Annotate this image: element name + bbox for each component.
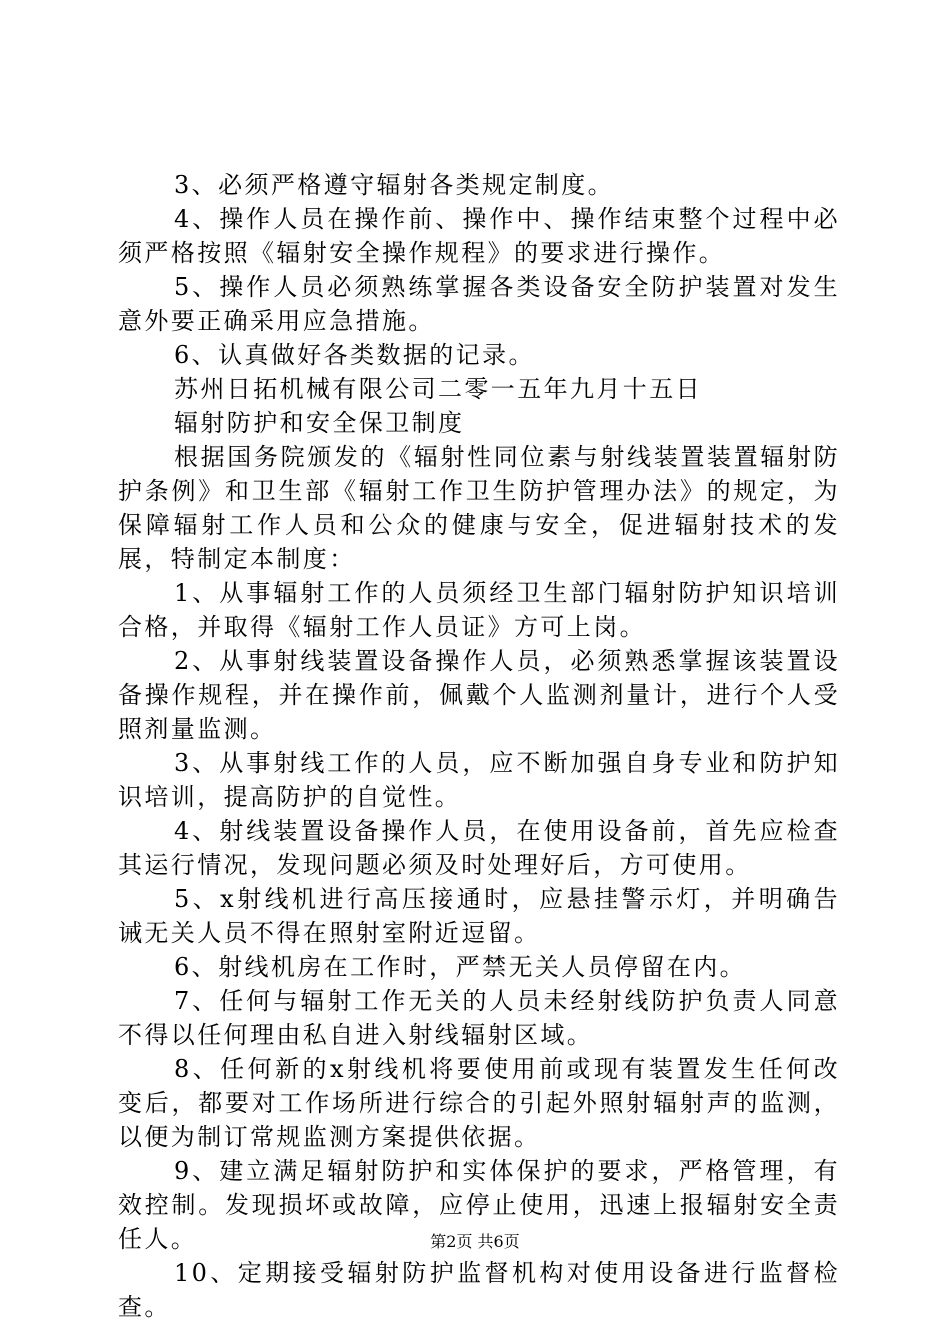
intro-paragraph: 根据国务院颁发的《辐射性同位素与射线装置装置辐射防护条例》和卫生部《辐射工作卫生防护管理办法》的规定，为保障辐射工作人员和公众的健康与安全，促进辐射技术的发展，特制定本制度： [118,443,840,573]
rule-10: 10、定期接受辐射防护监督机构对使用设备进行监督检查。 [118,1259,840,1321]
page-number-footer: 第2页 共6页 [430,1232,520,1251]
company-signature-date: 苏州日拓机械有限公司二零一五年九月十五日 [174,375,702,403]
rule-8: 8、任何新的x射线机将要使用前或现有装置发生任何改变后，都要对工作场所进行综合的引起外照射辐射声的监测，以便为制订常规监测方案提供依据。 [118,1055,840,1151]
section-title: 辐射防护和安全保卫制度 [174,409,465,437]
rule-4: 4、射线装置设备操作人员，在使用设备前，首先应检查其运行情况，发现问题必须及时处理好后，方可使用。 [118,817,840,879]
rule-9: 9、建立满足辐射防护和实体保护的要求，严格管理，有效控制。发现损坏或故障，应停止使用，迅速上报辐射安全责任人。 [118,1157,840,1253]
rule-6: 6、射线机房在工作时，严禁无关人员停留在内。 [174,953,747,981]
paragraph-4-operation: 4、操作人员在操作前、操作中、操作结束整个过程中必须严格按照《辐射安全操作规程》的要求进行操作。 [118,205,840,267]
rule-7: 7、任何与辐射工作无关的人员未经射线防护负责人同意不得以任何理由私自进入射线辐射区域。 [118,987,840,1049]
rule-3: 3、从事射线工作的人员，应不断加强自身专业和防护知识培训，提高防护的自觉性。 [118,749,840,811]
rule-5: 5、x射线机进行高压接通时，应悬挂警示灯，并明确告诫无关人员不得在照射室附近逗留。 [118,885,840,947]
rule-1: 1、从事辐射工作的人员须经卫生部门辐射防护知识培训合格，并取得《辐射工作人员证》方可上岗。 [118,579,840,641]
paragraph-3-comply: 3、必须严格遵守辐射各类规定制度。 [174,171,615,199]
paragraph-6-records: 6、认真做好各类数据的记录。 [174,341,535,369]
paragraph-5-emergency: 5、操作人员必须熟练掌握各类设备安全防护装置对发生意外要正确采用应急措施。 [118,273,840,335]
rule-2: 2、从事射线装置设备操作人员，必须熟悉掌握该装置设备操作规程，并在操作前，佩戴个人监测剂量计，进行个人受照剂量监测。 [118,647,840,743]
document-body [118,168,840,1324]
